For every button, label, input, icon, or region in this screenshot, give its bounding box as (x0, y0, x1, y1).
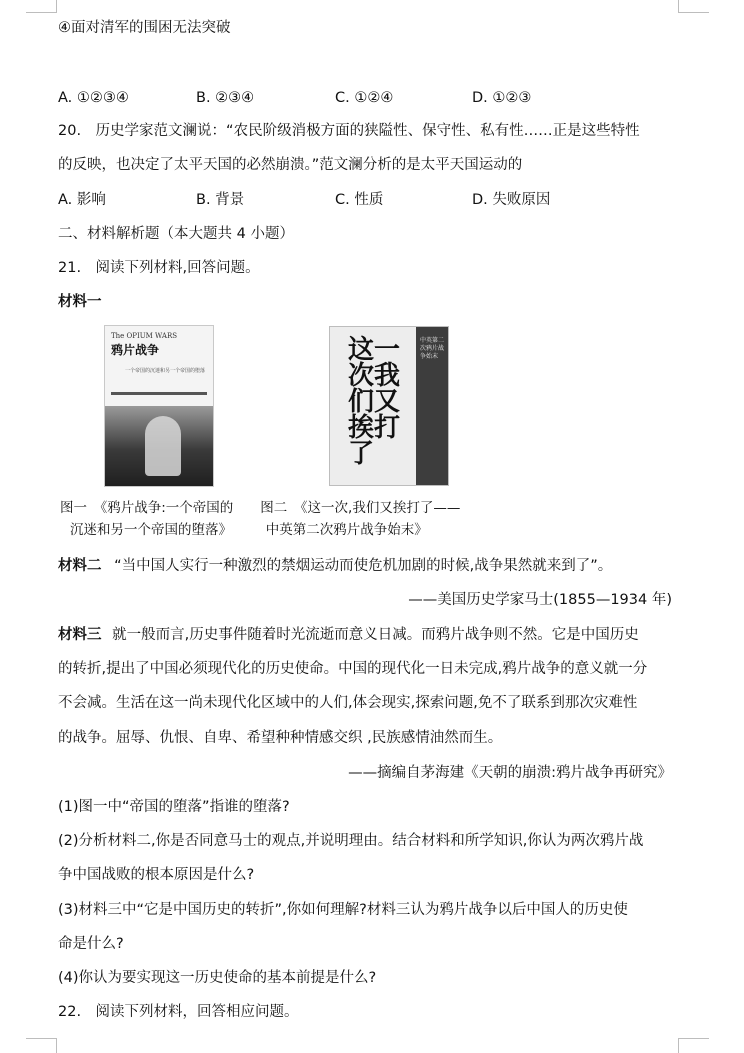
material-3-line1 (58, 625, 688, 645)
prev-answer-d: D. ①②③ (472, 90, 532, 106)
q20-option-a: A. 影响 (58, 192, 106, 208)
q21-sub2-line2: 争中国战败的根本原因是什么? (58, 867, 255, 883)
book1-english-title: The OPIUM WARS (111, 332, 178, 340)
prev-answer-a: A. ①②③④ (58, 90, 129, 106)
q22-intro: 22. 阅读下列材料，回答相应问题。 (58, 1004, 299, 1020)
book-cover-we-were-beaten-again (329, 326, 449, 486)
q21-sub3-line2: 命是什么? (58, 936, 124, 952)
q20-stem-line2: 的反映，也决定了太平天国的必然崩溃。”范文澜分析的是太平天国运动的 (58, 157, 523, 173)
q21-sub4: (4)你认为要实现这一历史使命的基本前提是什么? (58, 970, 377, 986)
material-3-line4: 的战争。屈辱、仇恨、自卑、希望种种情感交织 ,民族感情油然而生。 (58, 730, 503, 746)
material-1-label: 材料一 (58, 294, 102, 310)
q20-option-d: D. 失败原因 (472, 192, 551, 208)
prev-answer-c: C. ①②④ (335, 90, 394, 106)
crop-mark-bottom-right (678, 1038, 709, 1053)
prev-answer-b: B. ②③④ (196, 90, 255, 106)
material-2-text: “当中国人实行一种激烈的禁烟运动而使危机加剧的时候,战争果然就来到了”。 (114, 558, 613, 574)
material-3-text-1: 就一般而言,历史事件随着时光流逝而意义日减。而鸦片战争则不然。它是中国历史 (112, 627, 639, 643)
material-3-line3: 不会减。生活在这一尚未现代化区域中的人们,体会现实,探索问题,免不了联系到那次灾难性 (58, 695, 638, 711)
material-3-label: 材料三 (58, 627, 102, 643)
q20-option-b: B. 背景 (196, 192, 245, 208)
book1-divider (111, 392, 207, 395)
prev-option-4: ④面对清军的围困无法突破 (58, 20, 231, 36)
crop-mark-top-right (678, 0, 709, 13)
book1-subtitle: 一个帝国的沉迷和另一个帝国的堕落 (125, 368, 206, 374)
figure-caption-line1: 图一 《鸦片战争:一个帝国的 图二 《这一次,我们又挨打了—— (60, 500, 461, 516)
q21-sub1: (1)图一中“帝国的堕落”指谁的堕落? (58, 799, 290, 815)
q21-sub2-line1: (2)分析材料二,你是否同意马士的观点,并说明理由。结合材料和所学知识,你认为两次鸦片战 (58, 833, 644, 849)
material-3-line2: 的转折,提出了中国必须现代化的历史使命。中国的现代化一日未完成,鸦片战争的意义就一分 (58, 661, 648, 677)
material-2-label: 材料二 (58, 558, 102, 574)
book2-subtitle: 中英第二次鸦片战争始末 (420, 337, 445, 360)
material-3-source: ——摘编自茅海建《天朝的崩溃:鸦片战争再研究》 (348, 765, 672, 781)
q20-stem-line1: 20. 历史学家范文澜说：“农民阶级消极方面的狭隘性、保守性、私有性……正是这些特性 (58, 123, 640, 139)
book2-title: 这一次我们又挨打了 (348, 335, 401, 469)
book1-title: 鸦片战争 (111, 343, 160, 357)
figure-caption-line2: 沉迷和另一个帝国的堕落》 中英第二次鸦片战争始末》 (70, 522, 428, 538)
q20-option-c: C. 性质 (335, 192, 384, 208)
material-2 (58, 556, 688, 576)
book1-figure-shape (145, 416, 181, 476)
crop-mark-bottom-left (26, 1038, 57, 1053)
material-2-source: ——美国历史学家马士(1855—1934 年) (408, 592, 672, 608)
book-cover-opium-wars (104, 325, 214, 487)
crop-mark-top-left (26, 0, 57, 13)
section-2-title: 二、材料解析题（本大题共 4 小题） (58, 226, 294, 242)
q21-sub3-line1: (3)材料三中“它是中国历史的转折”,你如何理解?材料三认为鸦片战争以后中国人的历史使 (58, 902, 628, 918)
q21-intro: 21. 阅读下列材料,回答问题。 (58, 260, 260, 276)
